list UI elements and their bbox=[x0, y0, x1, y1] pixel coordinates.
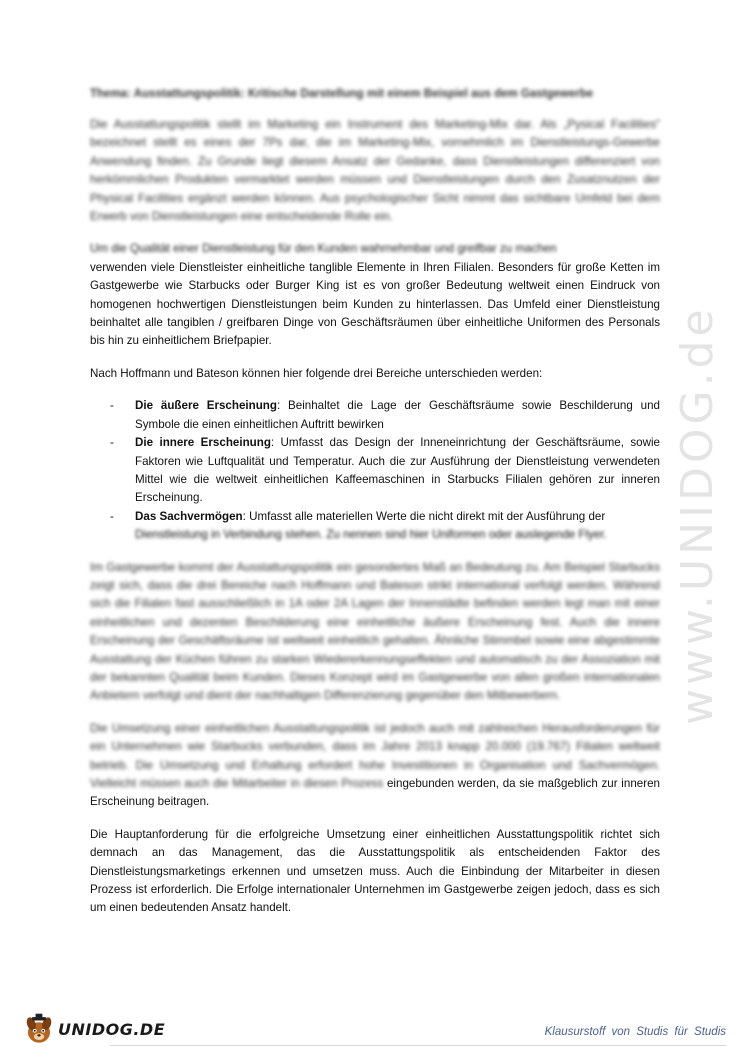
watermark: www.UNIDOG.de bbox=[672, 305, 723, 725]
footer-logo bbox=[22, 1012, 165, 1046]
paragraph-challenges bbox=[90, 720, 660, 812]
list-item bbox=[90, 508, 660, 545]
document-title: Thema: Ausstattungspolitik: Kritische Darstellung mit einem Beispiel aus dem Gastgewerbe bbox=[90, 88, 594, 100]
list-item-term: Das Sachvermögen bbox=[135, 509, 243, 523]
logo-text: UNIDOG.DE bbox=[58, 1019, 166, 1039]
paragraph-intro: Die Ausstattungspolitik stellt im Marketing ein Instrument des Marketing-Mix dar. Als „Pysical Facilities“ bezeichnet stellt es eines der 7Ps dar, die im Marketing-Mix, vornehmlich im Dienstleistungs-Gewerbe Anwendung finden. Zu Grunde liegt diesem Ansatz der Gedanke, dass Dienstleistungen differenziert von herkömmlichen Produkten vermarktet werden müssen und Dienstleistungen durch den Zusatznutzen der Physical Facilities ergänzt werden können. Aus psychologischer Sicht nimmt das sichtbare Umfeld bei dem Erwerb von Dienstleistungen eine entscheidende Rolle ein. bbox=[90, 118, 660, 224]
paragraph-quality bbox=[90, 240, 660, 350]
footer-tagline: Klausurstoff von Studis für Studis bbox=[544, 1026, 726, 1038]
list-item bbox=[90, 397, 660, 434]
paragraph-hospitality: Im Gastgewerbe kommt der Ausstattungspolitik ein gesondertes Maß an Bedeutung zu. Am Beispiel Starbucks zeigt sich, dass die drei Bereiche nach Hoffmann und Bateson strikt international verfolgt werden. Während sich die Filialen fast ausschließlich in 1A oder 2A Lagen der Innenstädte befinden werden legt man mit einer einheitlichen und dezenten Beschilderung eine einheitliche äußere Erscheinung fest. Auch die innere Erscheinung der Geschäftsräume ist weltweit einheitlich gehalten. Ähnliche Stimmbel sowie eine abgestimmte Ausstattung der Küchen führen zu starken Wiedererkennungseffekten und automatisch zu der Assoziation mit der bekannten Qualität beim Kunden. Dieses Konzept wird im Gastgewerbe von allen großen internationalen Anbietern verfolgt und dient der nachhaltigen Differenzierung gegenüber den Mitbewerbern. bbox=[90, 560, 660, 703]
paragraph-challenges-clear: eingebunden werden, da sie maßgeblich zur inneren Erscheinung beitragen. bbox=[90, 777, 660, 809]
list-item bbox=[90, 434, 660, 508]
areas-list bbox=[90, 397, 660, 544]
list-dash: - bbox=[110, 509, 114, 523]
paragraph-quality-body: verwenden viele Dienstleister einheitliche tanglible Elemente in Ihren Filialen. Besonders für große Ketten im Gastgewerbe wie Starbucks oder Burger King ist es von großer Bedeutung weltweit einen Eindruck von homogenen hochwertigen Dienstleistungen beim Kunden zu hinterlassen. Das Umfeld einer Dienstleistung beinhaltet alle tangiblen / greifbaren Dinge von Geschäftsräumen über einheitliche Uniformen des Personals bis hin zu einheitlichem Briefpapier. bbox=[90, 260, 660, 348]
list-item-text: : Umfasst alle materiellen Werte die nicht direkt mit der Ausführung der bbox=[242, 509, 606, 523]
list-dash: - bbox=[110, 399, 114, 413]
list-item-term: Die äußere Erscheinung bbox=[135, 399, 277, 413]
paragraph-challenges-blurred: Die Umsetzung einer einheitlichen Ausstattungspolitik ist jedoch auch mit zahlreichen Herausforderungen für ein Unternehmen wie Starbucks verbunden, dass im Jahre 2013 knapp 20.000 (19.767) Filialen weltweit betrieb. Die Umsetzung und Erhaltung erfordert hohe Investitionen in Organisation und Sachvermögen. Vielleicht müssen auch die Mitarbeiter in diesen Prozess bbox=[90, 721, 660, 790]
paragraph-areas-intro: Nach Hoffmann und Bateson können hier folgende drei Bereiche unterschieden werden: bbox=[90, 366, 543, 380]
list-item-term: Die innere Erscheinung bbox=[135, 436, 271, 450]
dog-mascot-icon bbox=[22, 1012, 56, 1046]
paragraph-conclusion: Die Hauptanforderung für die erfolgreiche Umsetzung einer einheitlichen Ausstattungspolitik richtet sich demnach an das Management, das die Ausstattungspolitik als entscheidenden Faktor des Dienstleistungsmarketings erkennen und umsetzen muss. Auch die Einbindung der Mitarbeiter in diesen Prozess ist erforderlich. Die Erfolge internationaler Unternehmen im Gastgewerbe zeigen jedoch, dass es sich um einen bedeutenden Ansatz handelt. bbox=[90, 827, 660, 915]
paragraph-quality-first-line: Um die Qualität einer Dienstleistung für den Kunden wahrnehmbar und greifbar zu machen bbox=[90, 242, 557, 256]
list-item-text: : Beinhaltet die Lage der Geschäftsräume sowie Beschilderung und Symbole die einen einheitlichen Auftritt bewirken bbox=[135, 399, 660, 431]
list-item-text: : Umfasst das Design der Inneneinrichtung der Geschäftsräume, sowie Faktoren wie Luftqualität und Temperatur. Auch die zur Ausführung der Dienstleistung verwendeten Mittel wie die weltweit einheitlichen Kaffeemaschinen in Starbucks Filialen gehören zur inneren Erscheinung. bbox=[135, 436, 660, 505]
list-item-tail: Dienstleistung in Verbindung stehen. Zu nennen sind hier Uniformen oder auslegende Flyer. bbox=[135, 528, 607, 542]
list-dash: - bbox=[110, 436, 114, 450]
footer-divider bbox=[110, 1045, 726, 1046]
document-page bbox=[90, 88, 660, 932]
